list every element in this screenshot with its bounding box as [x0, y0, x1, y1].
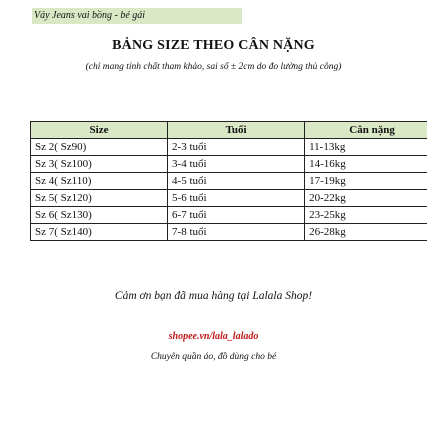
- cell-weight: 20-22kg: [305, 190, 427, 207]
- cell-size: Sz 3( Sz100): [31, 156, 168, 173]
- shop-tagline: Chuyên quần áo, đồ dùng cho bé: [150, 352, 277, 362]
- cell-age: 6-7 tuổi: [168, 207, 305, 224]
- table-header-row: [31, 122, 427, 139]
- cell-age: 4-5 tuổi: [168, 173, 305, 190]
- cell-age: 3-4 tuổi: [168, 156, 305, 173]
- thank-you-message: Cảm ơn bạn đã mua hàng tại Lalala Shop!: [114, 290, 313, 302]
- table-row: [31, 139, 427, 156]
- cell-age: 2-3 tuổi: [168, 139, 305, 156]
- column-header-size: Size: [31, 122, 168, 139]
- column-header-age: Tuổi: [168, 122, 305, 139]
- cell-weight: 26-28kg: [305, 224, 427, 241]
- cell-weight: 23-25kg: [305, 207, 427, 224]
- cell-size: Sz 2( Sz90): [31, 139, 168, 156]
- cell-age: 5-6 tuổi: [168, 190, 305, 207]
- cell-size: Sz 4( Sz110): [31, 173, 168, 190]
- table-row: [31, 156, 427, 173]
- size-table: [30, 121, 427, 241]
- cell-weight: 11-13kg: [305, 139, 427, 156]
- column-header-weight: Cân nặng: [305, 122, 427, 139]
- product-label: Váy Jeans vai bồng - bé gái: [32, 8, 242, 24]
- table-row: [31, 190, 427, 207]
- table-row: [31, 207, 427, 224]
- cell-size: Sz 7( Sz140): [31, 224, 168, 241]
- shop-link[interactable]: shopee.vn/lala_lalado: [168, 331, 259, 342]
- cell-size: Sz 6( Sz130): [31, 207, 168, 224]
- cell-weight: 17-19kg: [305, 173, 427, 190]
- page-subtitle: (chỉ mang tính chất tham khảo, sai số ± 2cm do đo lường thủ công): [85, 62, 342, 72]
- cell-age: 7-8 tuổi: [168, 224, 305, 241]
- cell-weight: 14-16kg: [305, 156, 427, 173]
- table-row: [31, 173, 427, 190]
- page-title: BẢNG SIZE THEO CÂN NẶNG: [112, 38, 315, 53]
- cell-size: Sz 5( Sz120): [31, 190, 168, 207]
- table-row: [31, 224, 427, 241]
